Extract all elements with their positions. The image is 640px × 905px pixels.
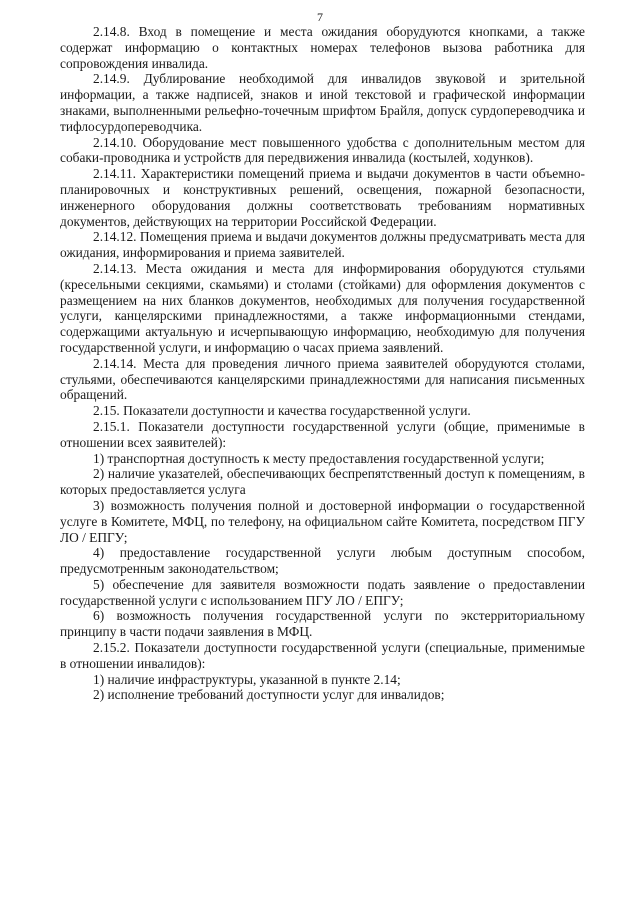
paragraph-2-15-1: 2.15.1. Показатели доступности государственной услуги (общие, применимые в отношении всех заявителей): bbox=[60, 418, 585, 450]
list-item-general-2: 2) наличие указателей, обеспечивающих беспрепятственный доступ к помещениям, в которых предоставляется услуга bbox=[60, 466, 585, 498]
paragraph-2-14-14: 2.14.14. Места для проведения личного приема заявителей оборудуются столами, стульями, обеспечиваются канцелярскими принадлежностями для написания письменных обращений. bbox=[60, 355, 585, 403]
list-item-general-4: 4) предоставление государственной услуги любым доступным способом, предусмотренным законодательством; bbox=[60, 545, 585, 577]
list-item-general-1: 1) транспортная доступность к месту предоставления государственной услуги; bbox=[93, 450, 545, 466]
list-item-special-2: 2) исполнение требований доступности услуг для инвалидов; bbox=[93, 687, 445, 703]
page-number: 7 bbox=[317, 10, 323, 24]
paragraph-2-14-9: 2.14.9. Дублирование необходимой для инвалидов звуковой и зрительной информации, а также надписей, знаков и иной текстовой и графической информации знаками, выполненными рельефно-точечным шрифтом Брайля, допуск сурдопереводчика и тифлосурдопереводчика. bbox=[60, 71, 585, 134]
section-heading-2-15: 2.15. Показатели доступности и качества государственной услуги. bbox=[93, 403, 471, 419]
paragraph-2-14-8: 2.14.8. Вход в помещение и места ожидания оборудуются кнопками, а также содержат информацию о контактных номерах телефонов вызова работника для сопровождения инвалида. bbox=[60, 24, 585, 71]
paragraph-2-14-10: 2.14.10. Оборудование мест повышенного удобства с дополнительным местом для собаки-проводника и устройств для передвижения инвалида (костылей, ходунков). bbox=[60, 134, 585, 166]
paragraph-2-14-12: 2.14.12. Помещения приема и выдачи документов должны предусматривать места для ожидания, информирования и приема заявителей. bbox=[60, 229, 585, 261]
document-body bbox=[60, 24, 585, 703]
paragraph-2-14-13: 2.14.13. Места ожидания и места для информирования оборудуются стульями (кресельными секциями, скамьями) и столами (стойками) для оформления документов с размещением на них бланков документов, необходимых для получения государственной услуги, канцелярскими принадлежностями, а также информационными стендами, содержащими актуальную и исчерпывающую информацию, необходимую для получения государственной услуги, и информацию о часах приема заявлений. bbox=[60, 260, 585, 355]
paragraph-2-14-11: 2.14.11. Характеристики помещений приема и выдачи документов в части объемно-планировочных и конструктивных решений, освещения, пожарной безопасности, инженерного оборудования должны соответствовать требованиям нормативных документов, действующих на территории Российской Федерации. bbox=[60, 166, 585, 229]
list-item-special-1: 1) наличие инфраструктуры, указанной в пункте 2.14; bbox=[93, 671, 401, 687]
paragraph-2-15-2: 2.15.2. Показатели доступности государственной услуги (специальные, применимые в отношении инвалидов): bbox=[60, 640, 585, 671]
list-item-general-3: 3) возможность получения полной и достоверной информации о государственной услуге в Комитете, МФЦ, по телефону, на официальном сайте Комитета, посредством ПГУ ЛО / ЕПГУ; bbox=[60, 497, 585, 545]
list-item-general-5: 5) обеспечение для заявителя возможности подать заявление о предоставлении государственной услуги с использованием ПГУ ЛО / ЕПГУ; bbox=[60, 576, 585, 608]
list-item-general-6: 6) возможность получения государственной услуги по экстерриториальному принципу в части подачи заявления в МФЦ. bbox=[60, 608, 585, 640]
